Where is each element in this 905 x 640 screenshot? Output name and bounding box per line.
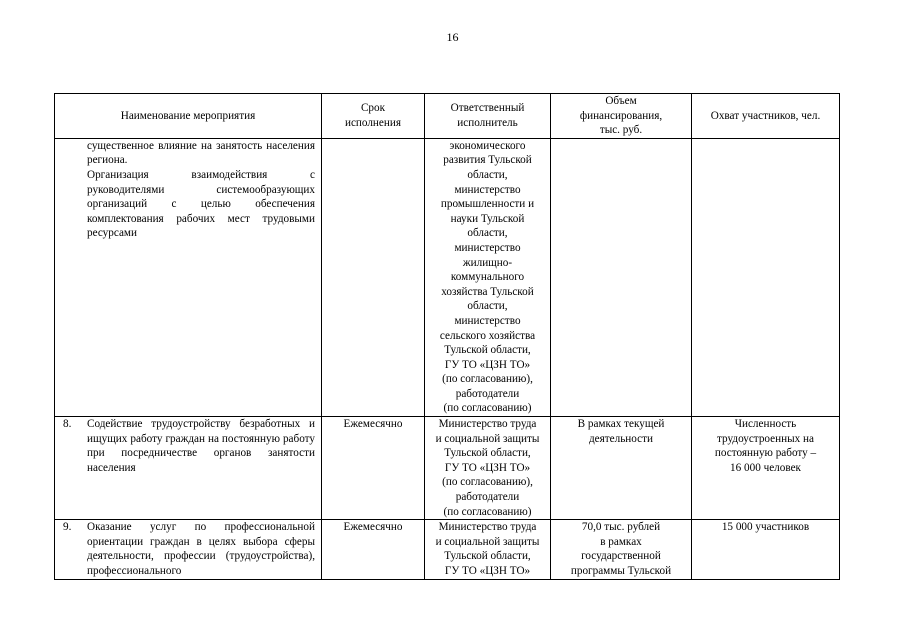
header-funding-line: тыс. руб. <box>599 124 643 137</box>
page-number: 16 <box>446 30 459 44</box>
responsible-line: области, <box>467 300 508 313</box>
funding-line: В рамках текущей <box>577 418 665 431</box>
coverage-line: 15 000 участников <box>721 521 810 534</box>
cell-funding <box>551 520 692 579</box>
cell-coverage <box>692 520 840 579</box>
funding-line: деятельности <box>588 432 654 445</box>
responsible-line: работодатели <box>455 387 520 400</box>
row-number: 9. <box>63 521 72 534</box>
header-name: Наименование мероприятия <box>55 94 322 139</box>
responsible-line: Министерство труда <box>438 521 537 534</box>
responsible-line: сельского хозяйства <box>439 329 536 342</box>
coverage-line: 16 000 человек <box>730 461 801 474</box>
cell-term: Ежемесячно <box>322 417 425 520</box>
cell-funding <box>551 138 692 416</box>
responsible-line: (по согласованию) <box>443 402 532 415</box>
responsible-line: и социальной защиты <box>435 535 540 548</box>
responsible-line: науки Тульской <box>450 212 525 225</box>
responsible-line: экономического <box>449 139 526 152</box>
table-row <box>55 417 840 520</box>
cell-name <box>55 138 322 416</box>
cell-coverage <box>692 138 840 416</box>
responsible-line: Тульской области, <box>444 447 531 460</box>
responsible-line: работодатели <box>455 491 520 504</box>
table-row <box>55 520 840 579</box>
responsible-line: Министерство труда <box>438 418 537 431</box>
name-paragraph: Организация взаимодействия с руководителями системообразующих организаций с целью обеспечения комплектования рабочих мест трудовыми ресурсами <box>87 168 315 240</box>
responsible-line: министерство <box>454 314 521 327</box>
funding-line: программы Тульской <box>570 565 672 577</box>
cell-name <box>55 520 322 579</box>
table-header-row <box>55 94 840 139</box>
responsible-line: (по согласованию), <box>442 373 533 386</box>
responsible-line: коммунального <box>450 271 525 284</box>
cell-funding <box>551 417 692 520</box>
cell-coverage <box>692 417 840 520</box>
cell-term <box>322 138 425 416</box>
header-funding <box>551 94 692 139</box>
responsible-line: Тульской области, <box>444 550 531 563</box>
header-responsible-line: Ответственный <box>450 102 525 115</box>
cell-name <box>55 417 322 520</box>
table-row <box>55 138 840 416</box>
responsible-line: (по согласованию), <box>442 476 533 489</box>
responsible-line: (по согласованию) <box>443 505 532 518</box>
name-paragraph: существенное влияние на занятость населения региона. <box>87 139 315 167</box>
header-coverage: Охват участников, чел. <box>692 94 840 139</box>
header-funding-line: Объем <box>605 95 637 107</box>
responsible-line: министерство <box>454 241 521 254</box>
funding-line: 70,0 тыс. рублей <box>581 521 661 534</box>
responsible-line: Тульской области, <box>444 344 531 357</box>
name-paragraph: Содействие трудоустройству безработных и ищущих работу граждан на постоянную работу при посредничестве органов занятости населения <box>87 418 315 474</box>
responsible-line: ГУ ТО «ЦЗН ТО» <box>444 358 531 371</box>
row-number: 8. <box>63 418 72 431</box>
coverage-line: Численность <box>734 418 797 431</box>
responsible-line: жилищно- <box>462 256 513 269</box>
responsible-line: области, <box>467 227 508 240</box>
header-responsible-line: исполнитель <box>457 116 518 129</box>
responsible-line: ГУ ТО «ЦЗН ТО» <box>444 565 531 577</box>
name-paragraph: Оказание услуг по профессиональной ориентации граждан в целях выбора сферы деятельности, профессии (трудоустройства), профессионального <box>87 521 315 577</box>
responsible-line: области, <box>467 168 508 181</box>
header-term-line: Срок <box>360 102 386 115</box>
responsible-line: ГУ ТО «ЦЗН ТО» <box>444 461 531 474</box>
responsible-line: и социальной защиты <box>435 432 540 445</box>
responsible-line: министерство <box>454 183 521 196</box>
responsible-line: промышленности и <box>440 198 535 211</box>
row-number <box>55 139 87 241</box>
cell-responsible <box>425 138 551 416</box>
funding-line: государственной <box>581 550 661 563</box>
cell-responsible <box>425 520 551 579</box>
header-term <box>322 94 425 139</box>
cell-responsible <box>425 417 551 520</box>
responsible-line: развития Тульской <box>443 154 532 167</box>
coverage-line: постоянную работу – <box>714 447 817 460</box>
activities-table <box>54 93 840 580</box>
coverage-line: трудоустроенных на <box>717 432 814 445</box>
header-term-line: исполнения <box>344 116 402 129</box>
cell-term: Ежемесячно <box>322 520 425 579</box>
header-responsible <box>425 94 551 139</box>
responsible-line: хозяйства Тульской <box>441 285 534 298</box>
header-funding-line: финансирования, <box>579 109 663 122</box>
funding-line: в рамках <box>600 535 642 548</box>
